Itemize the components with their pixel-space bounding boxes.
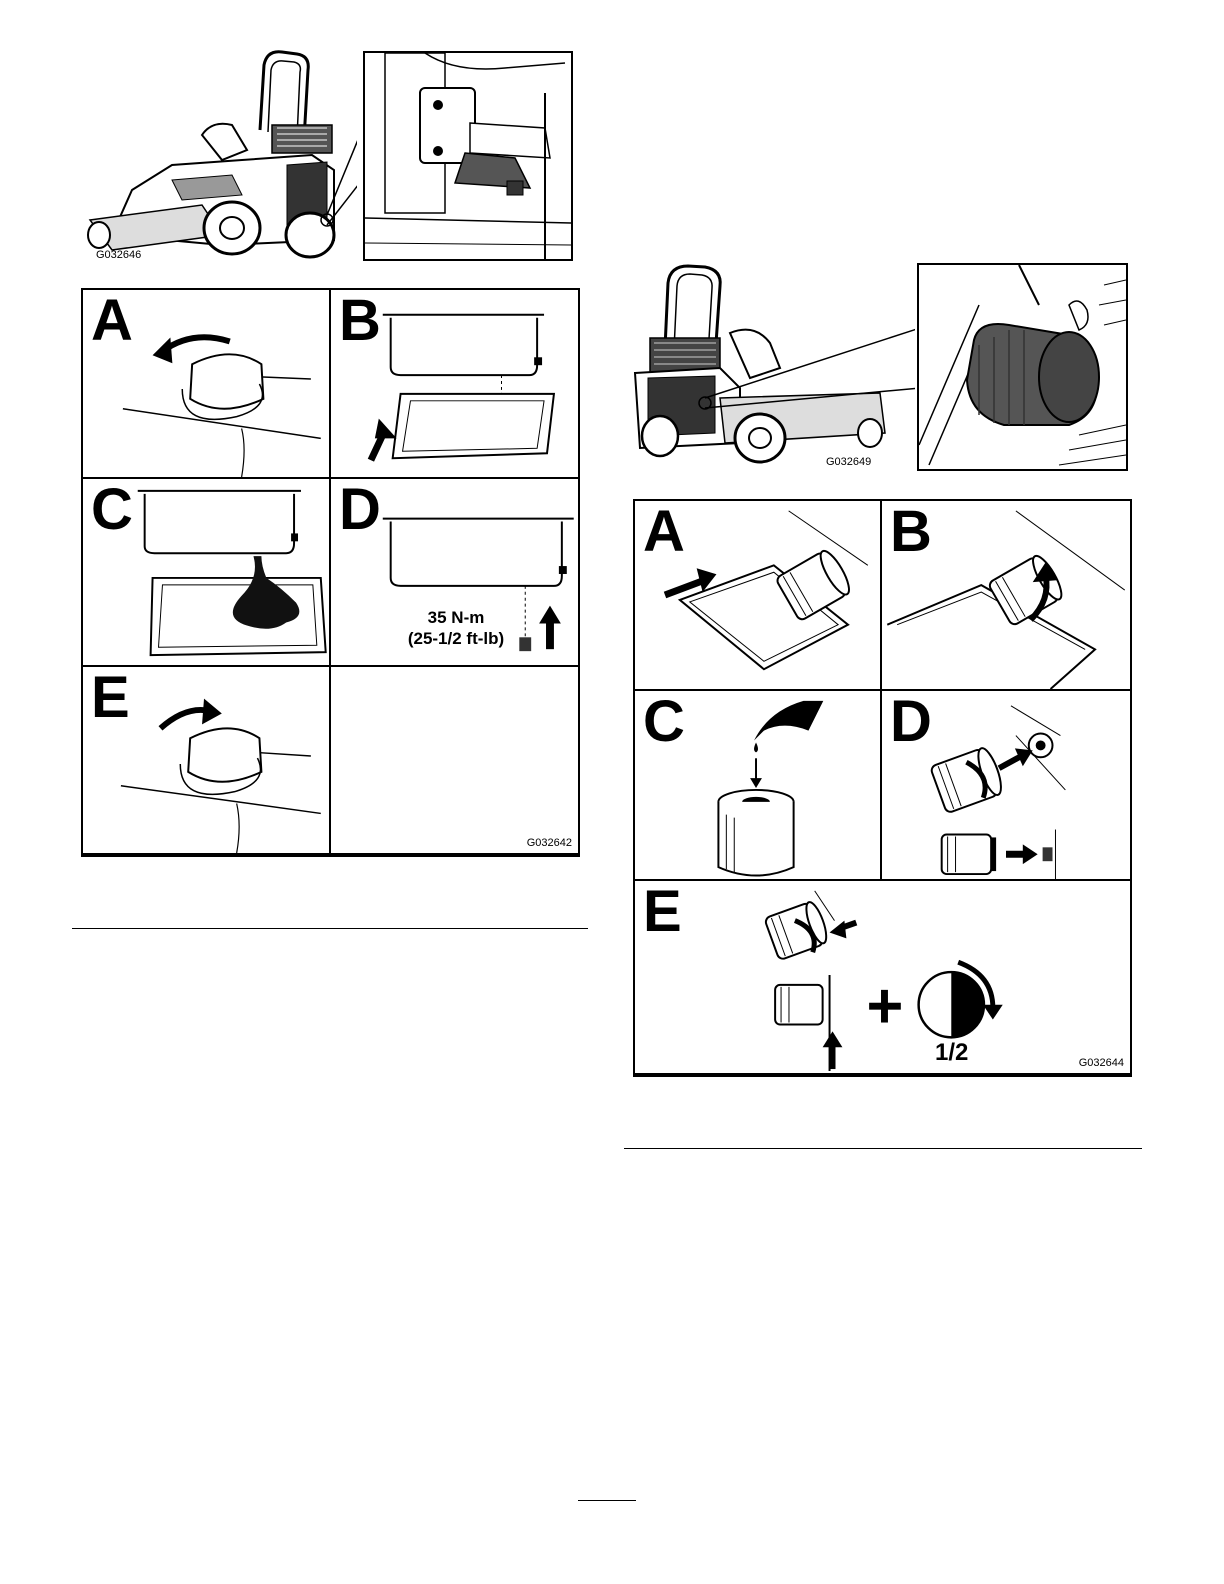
drain-step-b-panel <box>331 290 580 479</box>
figure-code: G032646 <box>96 249 142 261</box>
torque-spec <box>386 607 526 650</box>
mower-rear-illustration <box>630 258 915 473</box>
oil-drain-steps-figure <box>81 288 580 857</box>
step-letter: D <box>339 479 381 542</box>
filter-step-d-panel <box>882 691 1132 881</box>
step-letter: A <box>91 290 133 353</box>
drain-plug-detail-illustration <box>365 53 571 259</box>
figure-code: G032642 <box>526 837 572 849</box>
page-number-line <box>578 1500 636 1501</box>
drain-step-d-panel <box>331 479 580 667</box>
torque-metric: 35 N-m <box>427 608 485 627</box>
figure-code: G032644 <box>1078 1057 1124 1069</box>
mower-overview-illustration <box>72 40 357 265</box>
step-letter: E <box>91 667 130 730</box>
section-divider <box>72 928 588 929</box>
drain-step-e-panel <box>83 667 331 855</box>
oil-filter-detail-illustration <box>919 265 1126 469</box>
oil-filter-steps-figure <box>633 499 1132 1077</box>
step-letter: C <box>91 479 133 542</box>
turn-fraction-label: 1/2 <box>935 1039 969 1066</box>
step-letter: B <box>890 501 932 564</box>
drain-empty-panel <box>331 667 580 855</box>
figure-code: G032649 <box>826 456 872 468</box>
step-letter: B <box>339 290 381 353</box>
section-divider <box>624 1148 1142 1149</box>
oil-filter-location-figure <box>630 258 1130 473</box>
oil-drain-location-figure <box>72 40 582 265</box>
drain-plug-detail-panel <box>363 51 573 261</box>
torque-imperial: (25-1/2 ft-lb) <box>407 629 505 649</box>
filter-step-a-panel <box>635 501 882 691</box>
step-letter: A <box>643 501 685 564</box>
step-letter: C <box>643 691 685 754</box>
step-letter: D <box>890 691 932 754</box>
oil-filter-detail-panel <box>917 263 1128 471</box>
filter-step-b-panel <box>882 501 1132 691</box>
drain-step-c-panel <box>83 479 331 667</box>
step-letter: E <box>643 881 682 944</box>
filter-step-e-panel <box>635 881 1132 1075</box>
filter-step-e-illustration <box>635 881 1130 1073</box>
filter-step-c-panel <box>635 691 882 881</box>
drain-step-a-panel <box>83 290 331 479</box>
